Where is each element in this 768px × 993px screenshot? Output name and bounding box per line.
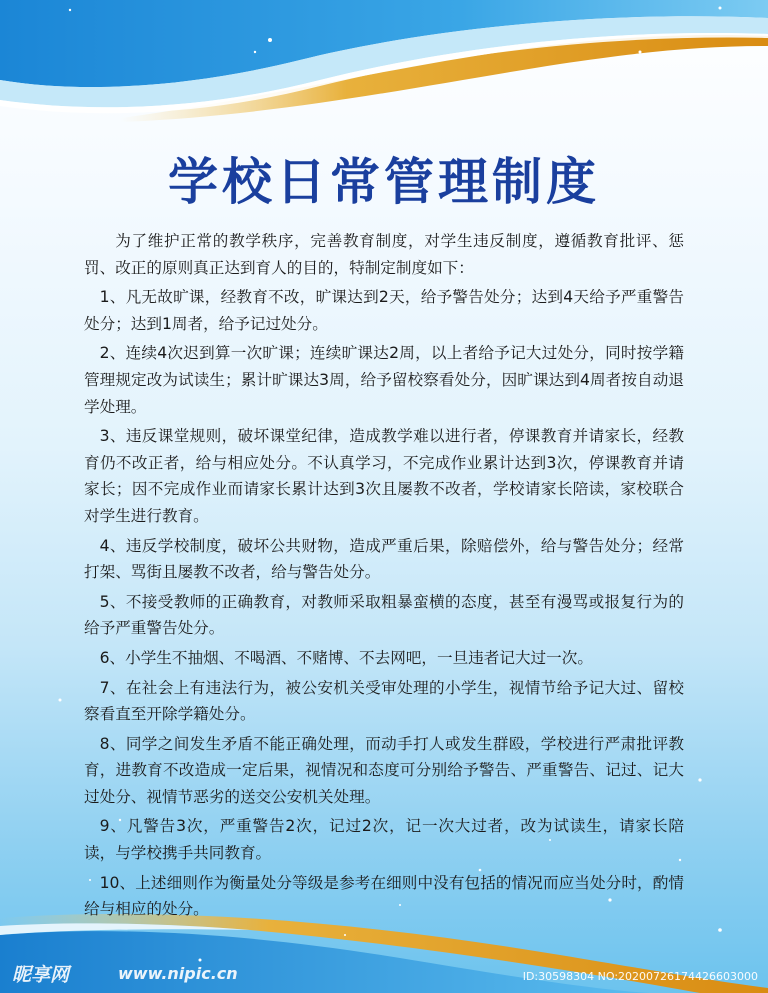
page-title: 学校日常管理制度 — [168, 153, 600, 211]
watermark-id: ID:30598304 NO:20200726174426603000 — [522, 970, 758, 983]
watermark-logo: 昵享网 — [12, 964, 70, 986]
rule-item-3: 3、违反课堂规则，破坏课堂纪律，造成教学难以进行者，停课教育并请家长，经教育仍不改正者，给与相应处分。不认真学习，不完成作业累计达到3次，停课教育并请家长；因不完成作业而请家长累计达到3次且屡教不改者，学校请家长陪读，家校联合对学生进行教育。 — [84, 427, 684, 525]
rule-item-9: 9、凡警告3次，严重警告2次，记过2次，记一次大过者，改为试读生，请家长陪读，与学校携手共同教育。 — [84, 817, 684, 863]
rule-item-4: 4、违反学校制度，破坏公共财物，造成严重后果，除赔偿外，给与警告处分；经常打架、骂街且屡教不改者，给与警告处分。 — [84, 536, 684, 582]
rules-body — [84, 228, 684, 926]
rule-item-10: 10、上述细则作为衡量处分等级是参考在细则中没有包括的情况而应当处分时，酌情给与相应的处分。 — [84, 873, 684, 919]
rule-item-2: 2、连续4次迟到算一次旷课；连续旷课达2周，以上者给予记大过处分，同时按学籍管理规定改为试读生；累计旷课达3周，给予留校察看处分，因旷课达到4周者按自动退学处理。 — [84, 344, 684, 416]
rule-item-1: 1、凡无故旷课，经教育不改，旷课达到2天，给予警告处分；达到4天给予严重警告处分；达到1周者，给予记过处分。 — [84, 288, 684, 333]
rule-item-5: 5、不接受教师的正确教育，对教师采取粗暴蛮横的态度，甚至有漫骂或报复行为的给予严重警告处分。 — [84, 592, 684, 638]
rule-item-8: 8、同学之间发生矛盾不能正确处理，而动手打人或发生群殴，学校进行严肃批评教育，进教育不改造成一定后果，视情况和态度可分别给予警告、严重警告、记过、记大过处分、视情节恶劣的送交公安机关处理。 — [84, 734, 684, 806]
intro-paragraph: 为了维护正常的教学秩序，完善教育制度，对学生违反制度，遵循教育批评、惩罚、改正的原则真正达到育人的目的，特制定制度如下： — [84, 232, 684, 277]
watermark-url: www.nipic.cn — [118, 964, 238, 983]
rule-item-7: 7、在社会上有违法行为，被公安机关受审处理的小学生，视情节给予记大过、留校察看直至开除学籍处分。 — [84, 678, 684, 724]
rule-item-6: 6、小学生不抽烟、不喝酒、不赌博、不去网吧，一旦违者记大过一次。 — [99, 648, 593, 667]
